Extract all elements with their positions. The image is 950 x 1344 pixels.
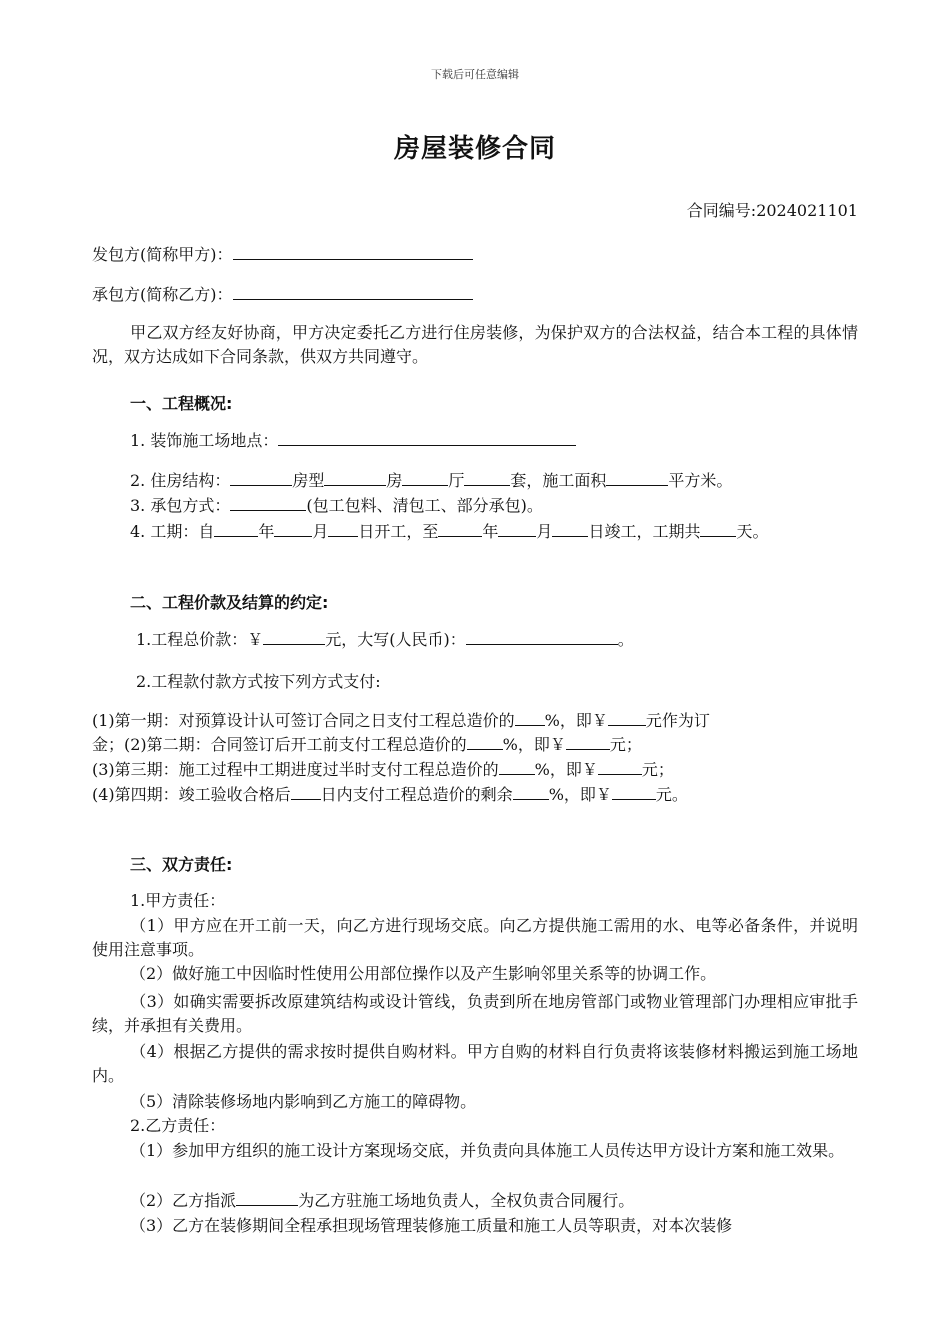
payment-text: 元。 <box>655 785 688 804</box>
p1-amount-blank[interactable] <box>608 709 646 726</box>
end-year-blank[interactable] <box>438 520 482 537</box>
p4-percent-blank[interactable] <box>513 783 549 800</box>
site-manager-blank[interactable] <box>236 1189 298 1206</box>
party-a-duty-5 <box>92 1090 858 1114</box>
party-a-line <box>92 243 473 267</box>
payment-text: 元； <box>641 760 674 779</box>
party-b-duty-3 <box>92 1214 858 1238</box>
total-price-words-blank[interactable] <box>466 628 618 645</box>
p3-amount-blank[interactable] <box>598 758 642 775</box>
duty-text: （5）清除装修场地内影响到乙方施工的障碍物。 <box>130 1092 477 1111</box>
duty-text: （4）根据乙方提供的需求按时提供自购材料。甲方自购的材料自行负责将该装修材料搬运到施工场地内。 <box>92 1042 858 1085</box>
s2-item1-text: 。 <box>617 630 634 649</box>
party-b-duties-title: 2.乙方责任： <box>130 1116 226 1135</box>
payment-text: (4)第四期：竣工验收合格后 <box>92 785 291 804</box>
hall-blank[interactable] <box>464 469 510 486</box>
contract-number: 合同编号:2024021101 <box>686 201 858 220</box>
s1-item2-text: 套，施工面积 <box>510 471 607 490</box>
start-day-blank[interactable] <box>328 520 358 537</box>
end-month-blank[interactable] <box>498 520 536 537</box>
s1-item3-label: 3. 承包方式： <box>130 496 231 515</box>
header-note: 下载后可任意编辑 <box>431 68 519 81</box>
duty-text: （1）参加甲方组织的施工设计方案现场交底，并负责向具体施工人员传达甲方设计方案和施工效果。 <box>130 1141 845 1160</box>
s1-item3 <box>130 494 543 518</box>
party-a-duties-title: 1.甲方责任： <box>130 891 226 910</box>
duty-text: （1）甲方应在开工前一天，向乙方进行现场交底。向乙方提供施工需用的水、电等必备条件，并说明使用注意事项。 <box>92 916 858 959</box>
payment-1 <box>92 709 710 733</box>
p2-amount-blank[interactable] <box>566 733 610 750</box>
s1-item1 <box>130 429 576 453</box>
party-a-blank[interactable] <box>233 243 473 260</box>
s1-item4-text: 日开工，至 <box>358 522 439 541</box>
payment-text: (1)第一期：对预算设计认可签订合同之日支付工程总造价的 <box>92 711 515 730</box>
room-blank[interactable] <box>402 469 448 486</box>
payment-text: %，即￥ <box>548 785 612 804</box>
duration-blank[interactable] <box>700 520 736 537</box>
s1-item2-label: 2. 住房结构： <box>130 471 231 490</box>
s2-item1 <box>136 628 634 652</box>
duty-text: （2）做好施工中因临时性使用公用部位操作以及产生影响邻里关系等的协调工作。 <box>130 964 717 983</box>
s2-item1-label: 1.工程总价款：￥ <box>136 630 264 649</box>
contract-mode-blank[interactable] <box>230 494 306 511</box>
section3-heading: 三、双方责任: <box>130 855 233 874</box>
start-month-blank[interactable] <box>274 520 312 537</box>
structure-blank[interactable] <box>230 469 292 486</box>
s1-item4-text: 月 <box>312 522 329 541</box>
duty-text: （3）乙方在装修期间全程承担现场管理装修施工质量和施工人员等职责，对本次装修 <box>130 1216 733 1235</box>
site-address-blank[interactable] <box>278 429 576 446</box>
s1-item2-text: 房 <box>386 471 403 490</box>
payment-4 <box>92 783 688 807</box>
payment-text: (3)第三期：施工过程中工期进度过半时支付工程总造价的 <box>92 760 499 779</box>
s1-item2-text: 平方米。 <box>668 471 733 490</box>
s1-item2-text: 厅 <box>448 471 465 490</box>
party-a-duty-4 <box>92 1040 858 1088</box>
s1-item4-label: 4. 工期：自 <box>130 522 215 541</box>
type-blank[interactable] <box>324 469 386 486</box>
payment-3 <box>92 758 674 782</box>
s1-item4-text: 年 <box>258 522 275 541</box>
s1-item4 <box>130 520 768 544</box>
p4-days-blank[interactable] <box>291 783 321 800</box>
payment-text: %，即￥ <box>544 711 608 730</box>
payment-text: 元； <box>609 735 642 754</box>
total-price-blank[interactable] <box>263 628 325 645</box>
payment-text: 日内支付工程总造价的剩余 <box>320 785 513 804</box>
duty-text: （3）如确实需要拆改原建筑结构或设计管线，负责到所在地房管部门或物业管理部门办理相应审批手续，并承担有关费用。 <box>92 992 858 1035</box>
p2-percent-blank[interactable] <box>467 733 503 750</box>
s1-item3-text: (包工包料、清包工、部分承包)。 <box>306 496 543 515</box>
s2-item2: 2.工程款付款方式按下列方式支付: <box>136 672 381 691</box>
payment-text: %，即￥ <box>502 735 566 754</box>
payment-text: 元作为订 <box>645 711 710 730</box>
s1-item4-text: 天。 <box>736 522 769 541</box>
party-b-line <box>92 283 473 307</box>
section2-heading: 二、工程价款及结算的约定: <box>130 593 329 612</box>
payment-text: %，即￥ <box>534 760 598 779</box>
duty-text: 为乙方驻施工场地负责人，全权负责合同履行。 <box>298 1191 635 1210</box>
party-a-duty-3 <box>92 990 858 1038</box>
s1-item2 <box>130 469 732 493</box>
p3-percent-blank[interactable] <box>499 758 535 775</box>
duty-text: （2）乙方指派 <box>130 1191 237 1210</box>
payment-text: 金；(2)第二期：合同签订后开工前支付工程总造价的 <box>92 735 467 754</box>
party-b-label: 承包方(简称乙方)： <box>92 285 233 304</box>
s1-item1-label: 1. 装饰施工场地点： <box>130 431 279 450</box>
document-title: 房屋装修合同 <box>393 134 556 164</box>
p4-amount-blank[interactable] <box>612 783 656 800</box>
party-b-duty-2 <box>130 1189 634 1213</box>
s1-item2-text: 房型 <box>292 471 325 490</box>
intro-text: 甲乙双方经友好协商，甲方决定委托乙方进行住房装修，为保护双方的合法权益，结合本工程的具体情况，双方达成如下合同条款，供双方共同遵守。 <box>92 323 858 366</box>
party-a-duty-1 <box>92 914 858 962</box>
payment-2 <box>92 733 642 757</box>
party-a-duty-2 <box>92 962 858 986</box>
s1-item4-text: 月 <box>536 522 553 541</box>
s1-item4-text: 日竣工，工期共 <box>588 522 701 541</box>
party-b-blank[interactable] <box>233 283 473 300</box>
s2-item1-text: 元，大写(人民币)： <box>325 630 466 649</box>
area-blank[interactable] <box>606 469 668 486</box>
end-day-blank[interactable] <box>552 520 588 537</box>
intro-paragraph <box>92 321 858 369</box>
p1-percent-blank[interactable] <box>515 709 545 726</box>
section1-heading: 一、工程概况: <box>130 394 233 413</box>
s1-item4-text: 年 <box>482 522 499 541</box>
party-a-label: 发包方(简称甲方)： <box>92 245 233 264</box>
start-year-blank[interactable] <box>214 520 258 537</box>
party-b-duty-1 <box>92 1139 858 1163</box>
